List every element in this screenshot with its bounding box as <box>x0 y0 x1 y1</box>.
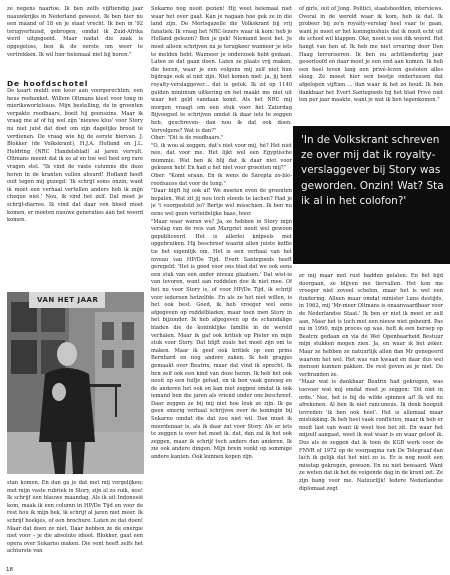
street-photo-image <box>7 292 144 474</box>
section-subheading: De hoofdschotel <box>7 79 89 88</box>
article-column-3-bottom <box>299 273 443 565</box>
article-column-2 <box>151 6 292 568</box>
paragraph: er mij maar met rust hadden gelaten. En het bijd doorgaan, ze blijven me tiervallen. Het kon me vroeger niet zoveel schelen, maar het is wel een fundering. Alleen maar omdat minister Luns destijds, in 1962, mij 'Mr-meer Oltmans is onaanvaardbaar voor de Nederlandse Staat.' Ik ben er niet ik moet er zelf aan, Maar het is toch met een nieuw niet gebeurd. Pas nu in 1990, mijn proces op was. heft ik een beroep op Beatrix gedaan en via de Wet Openbaarheid Bestuur mijn stukken mogen zien. Ja, en waar ik het zeker. Maar ze hebben ze natuurlijk allen dan Mr genegeerd waarom het wel. Het was van kwaad en daar dus wel mensen kunnen pakken. De rest geven ze je niet. De verbranden ze. "Maar wat is dankbaar Beatrix had gekregen, was toevoer wat mij omdat moet je zeggen: 'Dit niet in orde.' Nee, het is bij de wilde spinnen af! Ik wil nu afrekenen. Al ben ik niet rancuneus. Ik denk hooguit tevreden 'ik ben ook heel'. Het is allemaal maar mislukking. Ik heb heel vaak conflicten, maar ik heb er nooit last van want ik weet hoe het zit. En waar het mijzelf aangaat, weet ik wat waar is en waar geloof ik. Dus als ze zeggen dat ik toen de KGB werk voor de FNVR of 1972 op de voorpagina van De Telegraaf dan lach ik gelijk dat het niet zo is. Er is nog nooit een misstap gekregen, gewoon. En nu niet bewaard. Want ze weten dat ik het de volgende dag in de krant zet. Ze zijn bang voor me. Natuurlijk! Iedere Nederlandse diplomaat zegt <box>299 273 443 492</box>
article-column-1-middle <box>7 88 143 286</box>
page-number: 18 <box>6 567 13 573</box>
shop-sign-text: VAN HET JAAR <box>37 296 99 304</box>
pullquote-text: 'In de Volkskrant schreven ze over mij dat ik royalty-verslaggever bij Story was geworden. Onzin! Wat? Sta ik al in het colofon?' <box>301 134 444 207</box>
article-column-1-bottom <box>7 480 143 566</box>
paragraph: Sukarno nog nooit gezien! Hij weet helemaal niet waar het over gaat. Kan je nagaan hoe gek ze in die land zijn. De Mertsgazelle die Volkskrant bij vrij fanatiek. Ik vraag het NRC-lezers waar ik kom: heb je Holland gelezen? Ben je gek! Niemand leest het. Je moet alleen schrijven na je terugkeer wanneer je iets te melden hebt. Wanneer je onderzoek hebt gedaan. Laten ze dat gaan doen. Laten ze plaats vrij maken, die heren, waar je een volgens mij zelf niet hun bijdrage ook al niet zijn. Niet komen met: ja, jij bent royalty-verslaggever... dat is geluk. Ik zit op 1140 gulden minimum uitkering en het maakt me niet uit waar het geld vandaan komt. Als het NRC mij morgen vraagt om een stuk voor het Zaterdag Bijvoegsel te schrijven omdat ik daar iets te zeggen heb, geschreven- dan nou ik dat ook doen. Vervolgens? Wat is dan?" Ober: "Dit is de roodbaars." "O, ik wou al zeggen, dat's niet voor mij, hè? Het niet nee, dat voor me. Het lijkt wel een Egyptische mummie. Wat ben ik blij dat ik daar niet voor gekozen heb! En had u het niet voor groenten mij?" Ober: "Komt eraan. En ik wens de Sarepta zo-blo-roodsauss dat voor de tong." "Daar blijft hij ook af! We moeten even de groenten bepalen. Wat zit jij nou toch steeds te lachen? Had je je 't voorgesteld zo? Bertje wel misschien. Ik ben nu eens wel geen verleidelijke baas, hoor. "Maar waar waren we? Ja, ze hebben in Story mijn verslag van de reis van Margriet nooit wel gewoon gepubliceerd. Het is allerlei knipsels met opgebruiken. Hij beschreef waarin allen juiste koffie tie het eigenlijk om. Het is een verhaal van het niveau van HP/De Tijd. Evert Santegoeds heeft geregeld: 'Het is goed voor ons blad dat we ook eens een stuk van een ander niveau plaatsen.' Dat wist-ie van tevoren, want aan roddelen doe ik niet mee. Of het nu voor Story is, of voor HP/De Tijd, ik schrijf voor iedereen hetzelfde. En als ze het niet willen, is het ook best. Goed, ik heb vroeger wel eens afgegeven op roddelbladen, maar toen men Story in het bijzonder. Ik heb afgegeven op de schandalige bladen die de koninklijke familie in de wereld verhalen. Maar ik gaf ook kritiek op Pieter en mijn stuk voor Story. Dat blijft zoals het moet zijn om te maken. Maar ik geef ook kritiek op een prins Bernhard en nog andere zaken. Ik heb grapjes gemaakt over Beatrix, maar dat vind ik oprecht. Ik ben zelf ook een kind van deze heren. Ik heb het ook nooit op een fuifje gehad, en ik ben vaak genoeg en de anderen het ook en kan niet zeggen omdat ik ook iemand ben die jaren als vriend onder ons beschreef. Daar zeggen ze bij mij niet hoe leuk ze zijn. Ik ga geen smerig verhaal schrijven over de koningin bij Sukarno omdat die dat zou niet wil. Dan moet ik moordenaar is, als ik daar zat voor Story. Als er iets te zeggen is over het moet ik. dat, dan zal ik het ook zeggen, maar ik schrijf toch anders dan anderen. Ik zie ook andere dingen. Mijn brein vonkt op sommige andere kanten. Ook kunnen kopen zijn. <box>151 6 292 461</box>
article-column-3-top <box>299 6 443 116</box>
paragraph: of girls, out of Jong. Politici, staatshoofden, interviews. Overal in de wereld waar ik kom, heb ik dat. Ik probeer bij zo'n royalty-verslag heel vaar te gaan, want je moet er het koninginshuis dat ik nooit echt uit de school wil klappen. Oké, nooit is een dik woord. Het hangt van hen af. Ik heb me niet ervaring door Den Haag terroriseren. Ik ben nu achttiendertig jaar geoorloofd en daar moet je een end aan komen. Ik heb een heel leven lang een privé-leven gesloten alles sloeg. Ze moest hier een beetje ondertussen dat afgelopen vijftien ... dan waar ik het zo houd. Ik ben dankbaar het Evert Santegoeds bij het blad Privé niet ten per jaar maakte, want je wat ik hen tegenkomen." <box>299 6 443 104</box>
paragraph: De kaart meldt een keur aan voorgerechten; een heus reebanket. Willem Oltmans kiest voor tong in mierikswortelsaus. Mijn bestelling, de in groenten verpakte roodbaars, boeit hij geenszins. Maar ik vraag me af of hij wel zijn 'nieuwe klus' voor Story nu niet juist dat doet om zijn dagelijks brood te verdienen. De vraag wie hij de eerste hiervan. J. Blokker (de Volkskrant), H.J.A. Hofland en J.L. Heldring (NRC Handelsblad) al jaren vervult. Oltmans meent dat ik zo af en toe wel heel erg rare vragen stel. "Ik vind de vaste columns die deze heren in de kranten vullen absurd! Hofland heeft ooit tegen mij gezegd: 'Ik schrijf soms onzin, want ik moet een verhaal vertellen anders heb ik mijn cheque niet.' Nou, ik vind het zelf. Dat moet je schrijf-diarree. Ik vind dat daar ven bloed moet komen, er moeten nieuwe generaties aan het woord komen. <box>7 88 143 224</box>
article-column-1-top <box>7 6 143 77</box>
paragraph: stan komen. En dan ga je dat met mij vergelijken; met mijn vaste rubriek in Story, zijn al zo ruik, nou! Ik schrijf een blauwe maandag. Als ik uit Indonesië kom, maak ik een column in HP/De Tijd en voor de rest hou ik mijn bek, ik schrijf al jaren niet meer. Ik schrijf boekjes, of een brochure. Laten ze dat doen! Maar dat doen ze niet. Daar hebben ze de energie niet voor – je die absolute idioot. Blokker, gaat een opera over Sukarno maken. Die vent heeft zelfs het achterste van <box>7 480 143 555</box>
paragraph: ze negens naartoe. Ik ben zelfs vijftiendig jaar naauwkrijks in Nederland geweest. Ik ben hier nu een maand of 18 en je staat vrecht. Ik ben in '92 terugverhuisd, gebrogen, omdat ik Zuid-Afrika werd uitgegooid. Maar nadat die zaak is opgegeloss, ben ik de eerste om weer te vertrekken. Ik wil hier helemaal niet bij horen." <box>7 6 143 58</box>
portrait-photo <box>7 292 144 474</box>
